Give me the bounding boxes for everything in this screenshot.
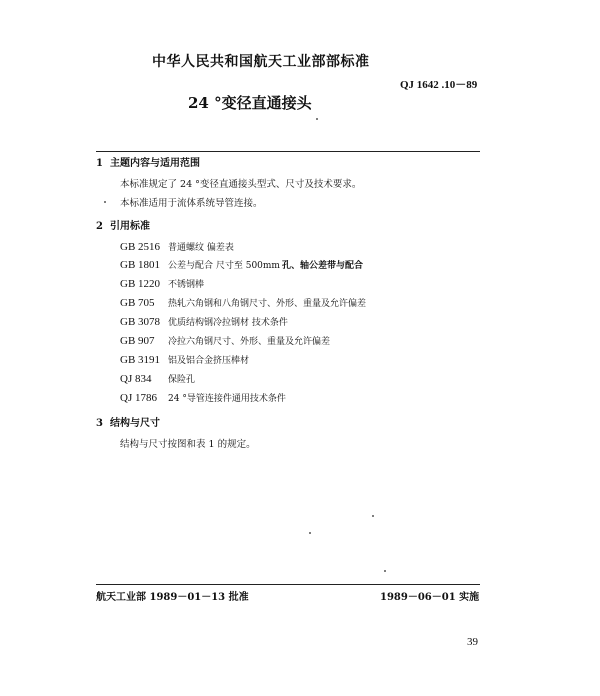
reference-item [120, 296, 366, 309]
section-title: 结构与尺寸 [110, 418, 160, 429]
reference-code: GB 2516 [120, 241, 161, 253]
section-3-paragraph-1: 结构与尺寸按图和表 1 的规定。 [120, 439, 256, 450]
scan-speck [309, 532, 311, 534]
section-number: 3 [96, 418, 103, 429]
section-3-heading [96, 414, 160, 429]
reference-title: 不锈钢棒 [168, 280, 205, 290]
section-title: 主题内容与适用范围 [110, 158, 200, 169]
reference-code: GB 1801 [120, 259, 161, 271]
effective-date: 1989－06－01 实施 [380, 592, 480, 603]
scan-speck [104, 201, 106, 203]
reference-code: GB 907 [120, 335, 155, 347]
reference-item [120, 315, 288, 328]
issuing-organization: 中华人民共和国航天工业部部标准 [152, 54, 370, 70]
reference-title: 保险孔 [168, 375, 196, 385]
document-title: 24 °变径直通接头 [188, 94, 312, 112]
footer-divider [96, 584, 480, 585]
reference-code: QJ 1786 [120, 392, 157, 404]
reference-code: GB 3078 [120, 316, 161, 328]
reference-code: GB 3191 [120, 354, 161, 366]
reference-title: 铝及铝合金挤压棒材 [168, 356, 250, 366]
reference-code: GB 705 [120, 297, 155, 309]
section-1-paragraph-1: 本标准规定了 24 °变径直通接头型式、尺寸及技术要求。 [120, 179, 362, 190]
reference-title: 冷拉六角钢尺寸、外形、重量及允许偏差 [168, 337, 331, 347]
reference-item [120, 258, 363, 271]
reference-title-extra: 孔、轴公差带与配合 [281, 261, 363, 271]
reference-title: 普通螺纹 偏差表 [168, 243, 234, 253]
section-number: 2 [96, 221, 103, 232]
reference-title: 优质结构钢冷拉钢材 技术条件 [168, 318, 288, 328]
scan-speck [384, 570, 386, 572]
reference-item [120, 353, 249, 366]
reference-title: 公差与配合 尺寸至 500mm [168, 261, 280, 271]
section-2-heading [96, 217, 150, 232]
page-number: 39 [467, 636, 478, 648]
reference-item [120, 334, 330, 347]
section-1-paragraph-2: 本标准适用于流体系统导管连接。 [120, 198, 263, 209]
section-number: 1 [96, 158, 103, 169]
scan-speck [316, 118, 318, 120]
header-divider [96, 151, 480, 152]
reference-title: 热轧六角钢和八角钢尺寸、外形、重量及允许偏差 [168, 299, 367, 309]
reference-code: GB 1220 [120, 278, 161, 290]
approval-date: 航天工业部 1989－01－13 批准 [96, 592, 249, 603]
reference-item [120, 277, 204, 290]
reference-title: 24 °导管连接件通用技术条件 [168, 394, 286, 404]
section-title: 引用标准 [110, 221, 150, 232]
section-1-heading [96, 154, 200, 169]
reference-code: QJ 834 [120, 373, 152, 385]
scan-speck [372, 515, 374, 517]
reference-item [120, 391, 286, 404]
reference-item [120, 240, 234, 253]
document-code: QJ 1642 .10－89 [400, 79, 478, 91]
reference-item [120, 372, 195, 385]
